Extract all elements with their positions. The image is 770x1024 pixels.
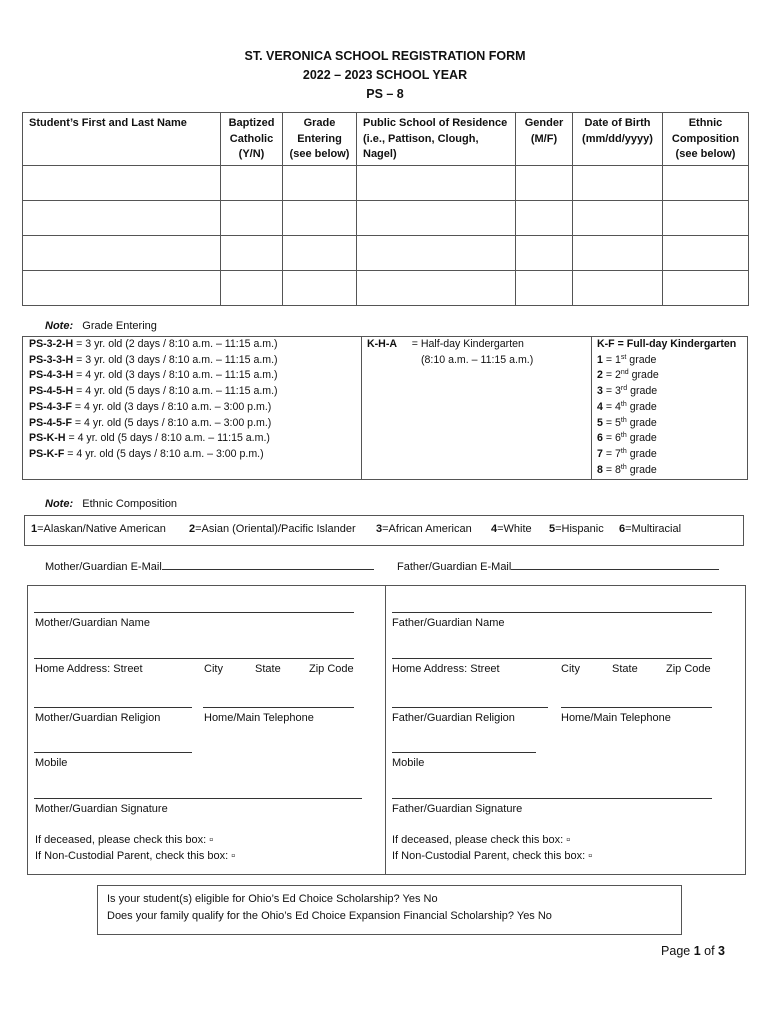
grade-code-item: 7 = 7th grade (597, 447, 657, 460)
table-row (23, 236, 749, 271)
table-cell[interactable] (663, 201, 749, 236)
mother-name-line[interactable] (34, 612, 354, 613)
father-signature-line[interactable] (392, 798, 712, 799)
grade-code-item: 6 = 6th grade (597, 432, 657, 445)
table-row (23, 166, 749, 201)
table-cell[interactable] (516, 166, 573, 201)
table-cell[interactable] (221, 236, 283, 271)
ethnic-item: 3=African American (376, 523, 472, 535)
ethnic-item: 6=Multiracial (619, 523, 682, 535)
father-religion-line[interactable] (392, 707, 548, 708)
mother-street-label: Home Address: Street (35, 663, 143, 675)
father-phone-line[interactable] (561, 707, 712, 708)
father-signature-label: Father/Guardian Signature (392, 803, 523, 815)
mother-mobile-label: Mobile (35, 757, 68, 769)
preschool-code-item: PS-4-5-H = 4 yr. old (5 days / 8:10 a.m. – 11:15 a.m.) (29, 385, 278, 398)
father-zip-label: Zip Code (666, 663, 711, 675)
column-header-student-name: Student’s First and Last Name (23, 113, 221, 166)
form-title: ST. VERONICA SCHOOL REGISTRATION FORM (244, 49, 526, 63)
note-text: Grade Entering (82, 320, 157, 332)
kha-time: (8:10 a.m. – 11:15 a.m.) (421, 354, 534, 366)
mother-mobile-line[interactable] (34, 752, 192, 753)
table-cell[interactable] (516, 236, 573, 271)
father-mobile-line[interactable] (392, 752, 536, 753)
eligibility-box (97, 885, 682, 935)
ed-choice-question[interactable]: Is your student(s) eligible for Ohio’s Ed Choice Scholarship? Yes No (107, 893, 438, 905)
grade-code-item: 1 = 1st grade (597, 353, 657, 366)
father-name-label: Father/Guardian Name (392, 617, 505, 629)
mother-religion-line[interactable] (34, 707, 192, 708)
table-cell[interactable] (357, 271, 516, 306)
kindergarten-half-day (361, 337, 592, 479)
ethnic-item: 5=Hispanic (549, 523, 604, 535)
table-cell[interactable] (283, 201, 357, 236)
table-cell[interactable] (663, 236, 749, 271)
guardian-divider (385, 586, 386, 874)
table-cell[interactable] (573, 271, 663, 306)
note-label: Note: (45, 320, 74, 332)
preschool-code-item: PS-K-F = 4 yr. old (5 days / 8:10 a.m. – 3:00 p.m.) (29, 447, 264, 460)
column-header-grade: Grade Entering (see below) (283, 113, 357, 166)
mother-zip-label: Zip Code (309, 663, 354, 675)
column-header-gender: Gender (M/F) (516, 113, 573, 166)
table-row (23, 271, 749, 306)
father-mobile-label: Mobile (392, 757, 425, 769)
grade-code-item: 4 = 4th grade (597, 400, 657, 413)
column-header-baptized: Baptized Catholic (Y/N) (221, 113, 283, 166)
table-cell[interactable] (23, 271, 221, 306)
table-cell[interactable] (663, 166, 749, 201)
table-cell[interactable] (357, 236, 516, 271)
ethnic-note (45, 498, 177, 510)
grade-range: PS – 8 (366, 87, 404, 101)
table-cell[interactable] (221, 271, 283, 306)
grade-code-item: 8 = 8th grade (597, 463, 657, 476)
table-cell[interactable] (23, 201, 221, 236)
table-cell[interactable] (573, 166, 663, 201)
father-religion-label: Father/Guardian Religion (392, 712, 515, 724)
table-cell[interactable] (357, 166, 516, 201)
father-phone-label: Home/Main Telephone (561, 712, 671, 724)
preschool-code-item: PS-4-5-F = 4 yr. old (5 days / 8:10 a.m. – 3:00 p.m.) (29, 416, 272, 429)
preschool-code-item: PS-3-3-H = 3 yr. old (3 days / 8:10 a.m. – 11:15 a.m.) (29, 353, 278, 366)
table-cell[interactable] (283, 166, 357, 201)
preschool-codes (23, 337, 362, 479)
mother-city-label: City (204, 663, 223, 675)
table-cell[interactable] (573, 201, 663, 236)
grade-legend-box (22, 336, 748, 480)
ed-choice-expansion-question[interactable]: Does your family qualify for the Ohio’s Ed Choice Expansion Financial Scholarship? Yes No (107, 910, 552, 922)
mother-signature-line[interactable] (34, 798, 362, 799)
kha-line: K-H-A = Half-day Kindergarten (367, 338, 524, 350)
column-header-dob: Date of Birth (mm/dd/yyyy) (573, 113, 663, 166)
note-text: Ethnic Composition (82, 498, 178, 510)
kf-line: K-F = Full-day Kindergarten (597, 338, 737, 350)
table-cell[interactable] (516, 271, 573, 306)
father-deceased-checkbox[interactable]: If deceased, please check this box: ▫ (392, 834, 571, 846)
page-number: Page 1 of 3 (661, 944, 725, 958)
mother-phone-label: Home/Main Telephone (204, 712, 314, 724)
father-city-label: City (561, 663, 580, 675)
grade-code-item: 3 = 3rd grade (597, 385, 658, 398)
grade-code-item: 2 = 2nd grade (597, 369, 659, 382)
preschool-code-item: PS-4-3-H = 4 yr. old (3 days / 8:10 a.m. – 11:15 a.m.) (29, 369, 278, 382)
grade-codes (591, 337, 747, 479)
mother-phone-line[interactable] (203, 707, 354, 708)
table-cell[interactable] (357, 201, 516, 236)
mother-state-label: State (255, 663, 281, 675)
column-header-public-school: Public School of Residence (i.e., Pattison, Clough, Nagel) (357, 113, 516, 166)
table-cell[interactable] (23, 166, 221, 201)
mother-religion-label: Mother/Guardian Religion (35, 712, 161, 724)
note-label: Note: (45, 498, 74, 510)
table-cell[interactable] (23, 236, 221, 271)
table-cell[interactable] (663, 271, 749, 306)
mother-noncustodial-checkbox[interactable]: If Non-Custodial Parent, check this box: ▫ (35, 850, 236, 862)
father-noncustodial-checkbox[interactable]: If Non-Custodial Parent, check this box: ▫ (392, 850, 593, 862)
student-table-header (23, 113, 749, 166)
ethnic-legend-box (24, 515, 744, 546)
column-header-ethnic: Ethnic Composition (see below) (663, 113, 749, 166)
table-row (23, 201, 749, 236)
mother-email-field[interactable]: Mother/Guardian E-Mail (45, 561, 374, 573)
mother-address-line[interactable] (34, 658, 354, 659)
student-table (22, 112, 749, 306)
grade-note (45, 320, 157, 332)
ethnic-item: 1=Alaskan/Native American (31, 523, 166, 535)
school-year: 2022 – 2023 SCHOOL YEAR (302, 68, 468, 82)
table-cell[interactable] (221, 166, 283, 201)
ethnic-item: 2=Asian (Oriental)/Pacific Islander (189, 523, 356, 535)
mother-deceased-checkbox[interactable]: If deceased, please check this box: ▫ (35, 834, 214, 846)
mother-name-label: Mother/Guardian Name (35, 617, 150, 629)
father-state-label: State (612, 663, 638, 675)
preschool-code-item: PS-K-H = 4 yr. old (5 days / 8:10 a.m. – 11:15 a.m.) (29, 432, 270, 445)
preschool-code-item: PS-4-3-F = 4 yr. old (3 days / 8:10 a.m. – 3:00 p.m.) (29, 400, 272, 413)
father-name-line[interactable] (392, 612, 712, 613)
table-cell[interactable] (283, 271, 357, 306)
grade-code-item: 5 = 5th grade (597, 416, 657, 429)
father-email-field[interactable]: Father/Guardian E-Mail (397, 561, 719, 573)
guardian-info-box (27, 585, 746, 875)
table-cell[interactable] (573, 236, 663, 271)
ethnic-item: 4=White (491, 523, 532, 535)
preschool-code-item: PS-3-2-H = 3 yr. old (2 days / 8:10 a.m. – 11:15 a.m.) (29, 338, 278, 350)
mother-signature-label: Mother/Guardian Signature (35, 803, 168, 815)
table-cell[interactable] (516, 201, 573, 236)
father-street-label: Home Address: Street (392, 663, 500, 675)
table-cell[interactable] (221, 201, 283, 236)
father-address-line[interactable] (392, 658, 712, 659)
table-cell[interactable] (283, 236, 357, 271)
